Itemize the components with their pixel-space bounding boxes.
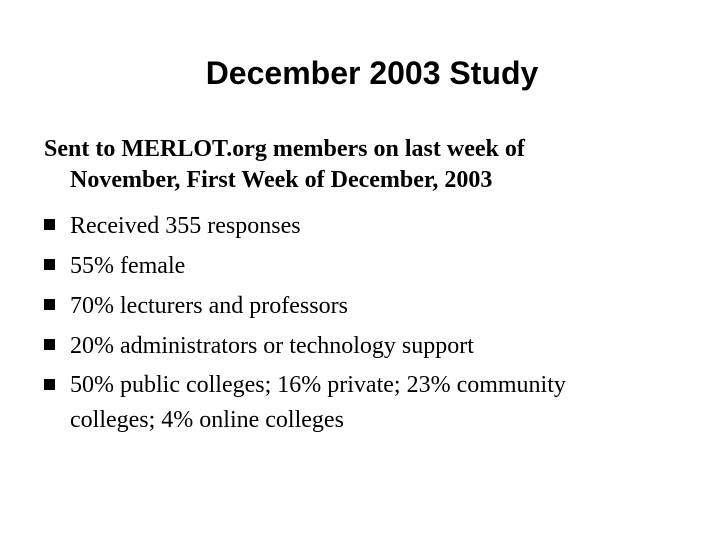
- slide-title: December 2003 Study: [205, 55, 539, 91]
- bullet-text-line-1: 50% public colleges; 16% private; 23% community: [70, 372, 566, 398]
- square-bullet-icon: [44, 379, 55, 390]
- bullet-text: 55% female: [70, 253, 186, 279]
- square-bullet-icon: [44, 339, 55, 350]
- square-bullet-icon: [44, 299, 55, 310]
- square-bullet-icon: [44, 259, 55, 270]
- intro-line-1: Sent to MERLOT.org members on last week of: [44, 136, 525, 162]
- list-item: [44, 286, 684, 326]
- bullet-list: [44, 206, 684, 438]
- list-item: [44, 366, 684, 438]
- bullet-text: Received 355 responses: [70, 213, 301, 239]
- bullet-text: 20% administrators or technology support: [70, 333, 474, 359]
- list-item: [44, 206, 684, 246]
- list-item: [44, 326, 684, 366]
- intro-line-2: November, First Week of December, 2003: [70, 167, 493, 193]
- bullet-text: 70% lecturers and professors: [70, 293, 348, 319]
- list-item: [44, 246, 684, 286]
- square-bullet-icon: [44, 219, 55, 230]
- bullet-text-line-2: colleges; 4% online colleges: [70, 407, 344, 433]
- intro-text: [44, 134, 684, 196]
